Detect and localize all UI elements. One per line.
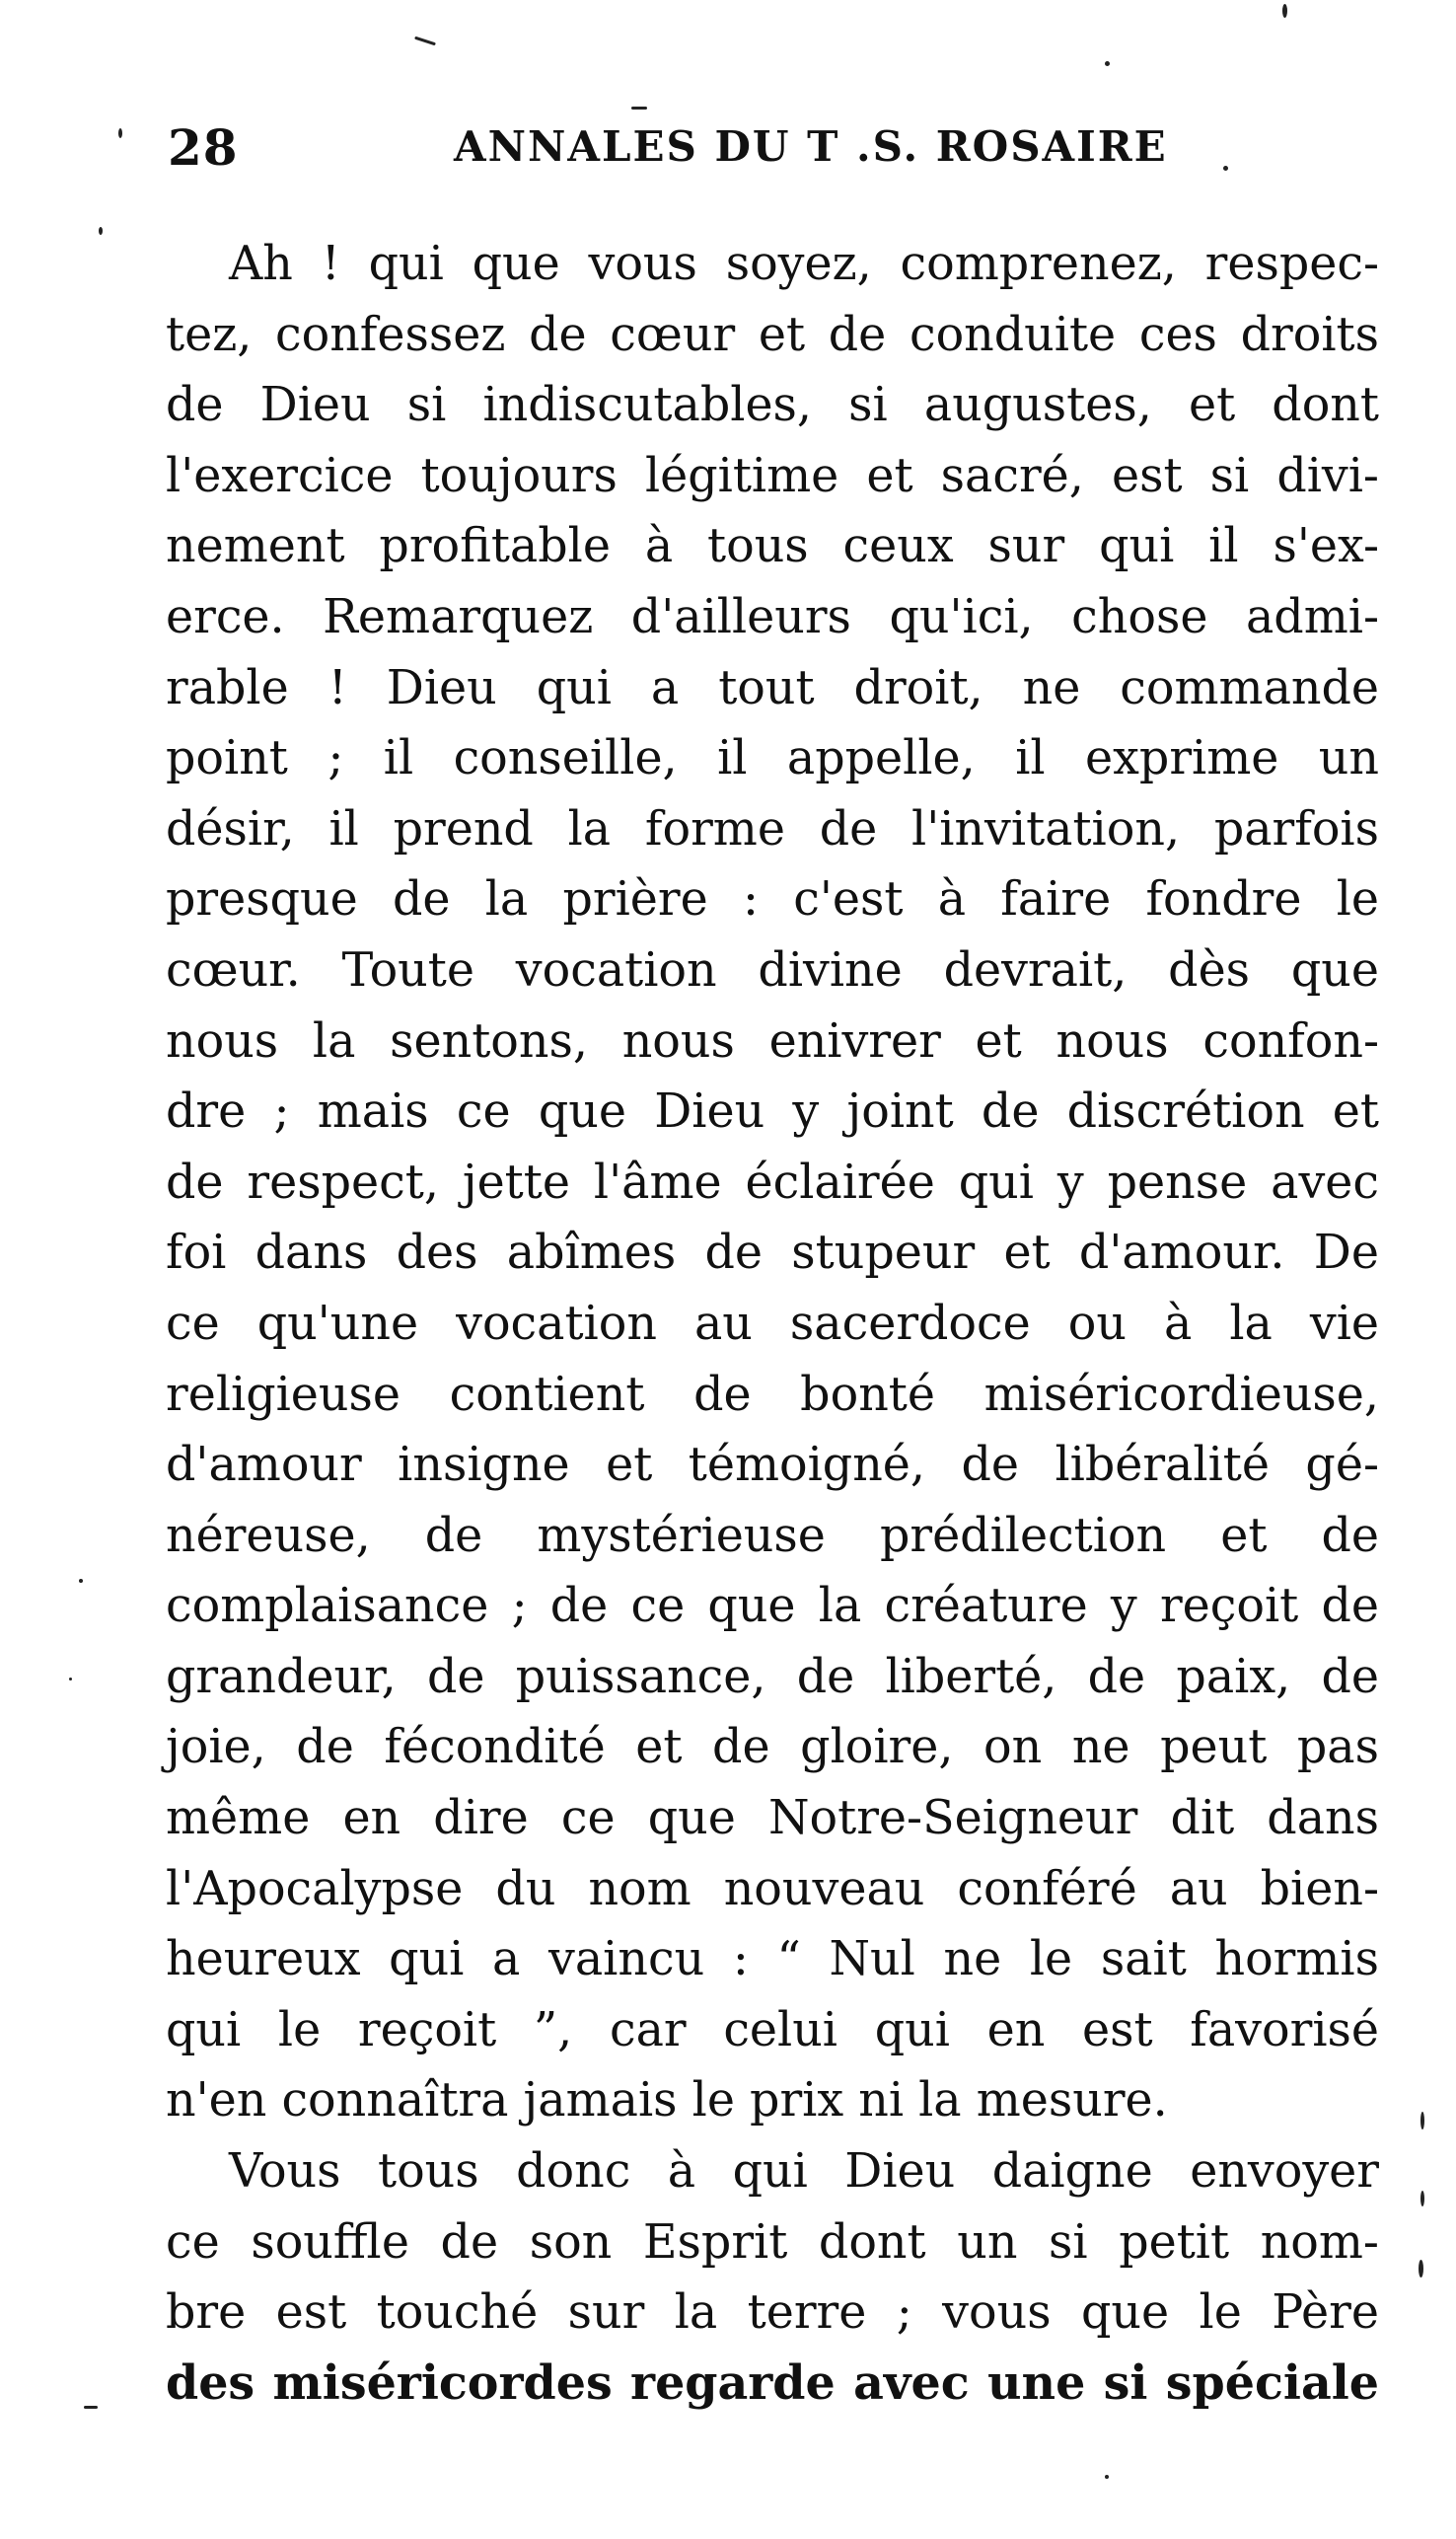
- page-number: 28: [168, 118, 239, 177]
- running-title: ANNALES DU T .S. ROSAIRE: [454, 122, 1168, 171]
- paragraph-2: [166, 2136, 1379, 2419]
- text-line: de Dieu si indiscutables, si augustes, et dont: [166, 378, 1379, 433]
- text-line: n'en connaîtra jamais le prix ni la mesure.: [166, 2073, 1168, 2128]
- text-line: ce souffle de son Esprit dont un si petit nom-: [166, 2214, 1379, 2270]
- text-line: des miséricordes regarde avec une si spéciale: [166, 2354, 1379, 2411]
- text-line: rable ! Dieu qui a tout droit, ne commande: [166, 660, 1379, 715]
- text-line: l'Apocalypse du nom nouveau conféré au bien-: [166, 1861, 1379, 1916]
- scan-speck: [118, 128, 122, 138]
- scan-speck: [1420, 2112, 1424, 2129]
- scan-speck: [1105, 61, 1110, 66]
- text-line: dre ; mais ce que Dieu y joint de discrétion et: [166, 1084, 1379, 1140]
- text-line: l'exercice toujours légitime et sacré, est si divi-: [166, 448, 1379, 503]
- text-line: nement profitable à tous ceux sur qui il s'ex-: [166, 519, 1379, 574]
- scan-speck: [1282, 4, 1287, 18]
- text-line: cœur. Toute vocation divine devrait, dès que: [166, 942, 1379, 998]
- scan-speck: [99, 227, 103, 235]
- paragraph-1: [166, 229, 1379, 2136]
- text-line: religieuse contient de bonté miséricordieuse,: [166, 1367, 1379, 1422]
- text-line: grandeur, de puissance, de liberté, de paix, de: [166, 1649, 1379, 1704]
- text-line: presque de la prière : c'est à faire fondre le: [166, 872, 1379, 928]
- scan-speck: [1420, 2191, 1424, 2206]
- text-line: nous la sentons, nous enivrer et nous confon-: [166, 1013, 1379, 1069]
- text-line: joie, de fécondité et de gloire, on ne peut pas: [166, 1720, 1379, 1775]
- scan-speck: [1223, 166, 1228, 171]
- text-line: Ah ! qui que vous soyez, comprenez, respec-: [229, 237, 1379, 291]
- scan-speck: [414, 37, 436, 46]
- scan-speck: [1105, 2475, 1109, 2479]
- text-line: Vous tous donc à qui Dieu daigne envoyer: [229, 2144, 1379, 2200]
- text-line: bre est touché sur la terre ; vous que le Père: [166, 2285, 1379, 2341]
- text-line: erce. Remarquez d'ailleurs qu'ici, chose admi-: [166, 589, 1379, 644]
- scan-speck: [69, 1678, 72, 1680]
- text-line: de respect, jette l'âme éclairée qui y pense avec: [166, 1155, 1379, 1210]
- text-line: complaisance ; de ce que la créature y reçoit de: [166, 1579, 1379, 1634]
- text-line: point ; il conseille, il appelle, il exprime un: [166, 731, 1379, 786]
- body-text: [166, 229, 1379, 2419]
- scan-speck: [631, 107, 647, 110]
- text-line: néreuse, de mystérieuse prédilection et de: [166, 1508, 1379, 1563]
- text-line: foi dans des abîmes de stupeur et d'amour. De: [166, 1226, 1379, 1281]
- text-line: tez, confessez de cœur et de conduite ces droits: [166, 307, 1379, 362]
- scan-speck: [84, 2406, 98, 2409]
- text-line: ce qu'une vocation au sacerdoce ou à la vie: [166, 1296, 1379, 1351]
- text-line: désir, il prend la forme de l'invitation, parfois: [166, 801, 1379, 857]
- scan-speck: [1419, 2260, 1423, 2278]
- text-line: heureux qui a vaincu : “ Nul ne le sait hormis: [166, 1932, 1379, 1987]
- page-header: [168, 118, 1371, 197]
- text-line: même en dire ce que Notre-Seigneur dit dans: [166, 1791, 1379, 1846]
- text-line: qui le reçoit ”, car celui qui en est favorisé: [166, 2002, 1379, 2057]
- scan-speck: [79, 1579, 83, 1583]
- text-line: d'amour insigne et témoigné, de libéralité gé-: [166, 1438, 1379, 1493]
